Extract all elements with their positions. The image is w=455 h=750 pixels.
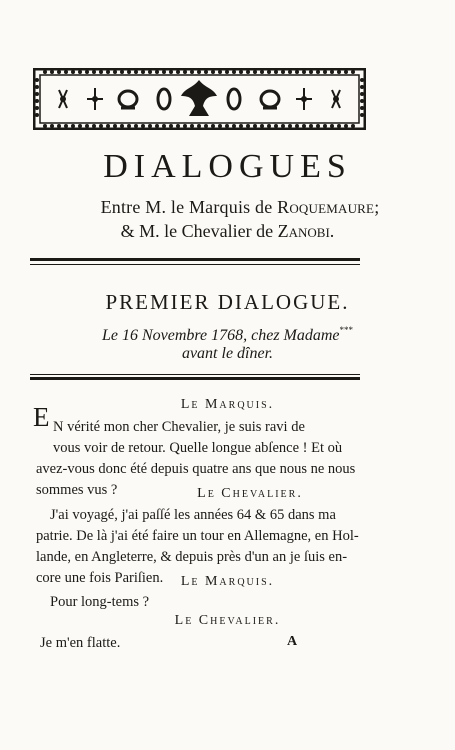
ornament-bead bbox=[127, 70, 131, 74]
ornament-bead bbox=[360, 85, 364, 89]
text-line: Je m'en flatte. bbox=[40, 635, 121, 651]
ornament-bead bbox=[309, 124, 313, 128]
date-line-2: avant le dîner. bbox=[181, 345, 274, 362]
ornament-bead bbox=[35, 113, 39, 117]
text-line: avez-vous donc été depuis quatre ans que nous ne nous bbox=[36, 461, 356, 477]
text-line: Pour long-tems ? bbox=[50, 594, 150, 610]
ornament-bead bbox=[99, 70, 103, 74]
ornament-bead bbox=[204, 124, 208, 128]
date-asterisks: *** bbox=[339, 325, 354, 335]
dialogue-heading: PREMIER DIALOGUE. bbox=[105, 290, 350, 314]
ornament-bead bbox=[162, 70, 166, 74]
ornament-bead bbox=[225, 70, 229, 74]
ornament-bead bbox=[155, 70, 159, 74]
ornament-bead bbox=[57, 70, 61, 74]
ornament-bead bbox=[92, 70, 96, 74]
ornament-bead bbox=[239, 70, 243, 74]
ornament-bead bbox=[43, 70, 47, 74]
date-line-1 bbox=[0, 325, 455, 345]
ornament-bead bbox=[64, 70, 68, 74]
ornament-bead bbox=[43, 124, 47, 128]
text-line: lande, en Angleterre, & depuis près d'un an je ſuis en- bbox=[36, 549, 348, 565]
ornament-bead bbox=[260, 70, 264, 74]
ornament-bead bbox=[253, 70, 257, 74]
ornament-bead bbox=[267, 124, 271, 128]
ornament-bead bbox=[288, 70, 292, 74]
ornament-bead bbox=[239, 124, 243, 128]
ornament-bead bbox=[260, 124, 264, 128]
ornament-bead bbox=[50, 124, 54, 128]
ornament-bead bbox=[141, 124, 145, 128]
date-text: Le 16 Novembre 1768, chez Madame bbox=[101, 327, 340, 344]
ornament-bead bbox=[190, 124, 194, 128]
ornament-bead bbox=[302, 124, 306, 128]
ornament-bead bbox=[113, 70, 117, 74]
ornament-bead bbox=[190, 70, 194, 74]
ornament-bead bbox=[85, 70, 89, 74]
text-line: patrie. De là j'ai été faire un tour en Allemagne, en Hol- bbox=[36, 528, 359, 544]
ornament-bead bbox=[330, 70, 334, 74]
ornament-bead bbox=[148, 124, 152, 128]
ornament-bead bbox=[295, 70, 299, 74]
ornament-bead bbox=[106, 124, 110, 128]
ornament-bead bbox=[267, 70, 271, 74]
speaker-marquis: Le Marquis. bbox=[180, 574, 275, 589]
ornament-bead bbox=[295, 124, 299, 128]
ornament-bead bbox=[204, 70, 208, 74]
ornament-bead bbox=[71, 124, 75, 128]
ornament-bead bbox=[246, 70, 250, 74]
ornament-bead bbox=[309, 70, 313, 74]
ornament-bead bbox=[106, 70, 110, 74]
ornament-bead bbox=[323, 124, 327, 128]
ornament-bead bbox=[162, 124, 166, 128]
ornament-bead bbox=[337, 124, 341, 128]
ornament-bead bbox=[197, 124, 201, 128]
subtitle-line-1 bbox=[50, 197, 430, 218]
text-line: N vérité mon cher Chevalier, je suis ravi de bbox=[53, 419, 305, 435]
speaker-marquis: Le Marquis. bbox=[180, 397, 275, 412]
ornament-bead bbox=[211, 70, 215, 74]
subtitle-text: Entre M. le Marquis de bbox=[100, 197, 278, 217]
ornament-bead bbox=[176, 70, 180, 74]
ornament-bead bbox=[183, 124, 187, 128]
ornament-bead bbox=[71, 70, 75, 74]
subtitle-line-2 bbox=[0, 221, 455, 242]
signature-mark: A bbox=[287, 634, 298, 649]
ornament-bead bbox=[176, 124, 180, 128]
ornament-bead bbox=[35, 92, 39, 96]
ornament-bead bbox=[113, 124, 117, 128]
ornament-bead bbox=[127, 124, 131, 128]
divider-thick-top bbox=[30, 258, 360, 261]
ornament-bead bbox=[316, 70, 320, 74]
ornament-bead bbox=[360, 106, 364, 110]
ornament-bead bbox=[35, 85, 39, 89]
ornament-bead bbox=[274, 70, 278, 74]
divider-thick-bottom bbox=[30, 377, 360, 380]
ornament-bead bbox=[183, 70, 187, 74]
text-line: core une fois Pariſien. bbox=[36, 570, 164, 586]
ornament-bead bbox=[360, 113, 364, 117]
ornament-bead bbox=[281, 70, 285, 74]
ornament-bead bbox=[330, 124, 334, 128]
ornament-bead bbox=[360, 92, 364, 96]
text-line: vous voir de retour. Quelle longue abſence ! Et où bbox=[53, 440, 343, 456]
ornament-bead bbox=[197, 70, 201, 74]
ornament-bead bbox=[134, 124, 138, 128]
ornament-bead bbox=[344, 70, 348, 74]
ornament-bead bbox=[281, 124, 285, 128]
ornament-bead bbox=[274, 124, 278, 128]
ornament-bead bbox=[225, 124, 229, 128]
chevalier-name: Zanobi. bbox=[277, 221, 335, 241]
ornament-bead bbox=[211, 124, 215, 128]
drop-cap: E bbox=[33, 402, 50, 432]
ornament-headpiece bbox=[33, 68, 366, 130]
ornament-bead bbox=[246, 124, 250, 128]
ornament-bead bbox=[35, 106, 39, 110]
ornament-bead bbox=[302, 70, 306, 74]
divider-thin-bottom bbox=[30, 374, 360, 375]
ornament-bead bbox=[64, 124, 68, 128]
ornament-bead bbox=[218, 70, 222, 74]
ornament-bead bbox=[253, 124, 257, 128]
ornament-bead bbox=[50, 70, 54, 74]
ornament-bead bbox=[360, 78, 364, 82]
ornament-bead bbox=[344, 124, 348, 128]
ornament-bead bbox=[218, 124, 222, 128]
subtitle-punct: ; bbox=[374, 197, 380, 217]
ornament-bead bbox=[35, 99, 39, 103]
ornament-bead bbox=[323, 70, 327, 74]
speaker-chevalier: Le Chevalier. bbox=[174, 613, 281, 628]
ornament-bead bbox=[57, 124, 61, 128]
ornament-bead bbox=[316, 124, 320, 128]
ornament-bead bbox=[360, 99, 364, 103]
ornament-bead bbox=[134, 70, 138, 74]
divider-thin-top bbox=[30, 264, 360, 265]
ornament-bead bbox=[120, 124, 124, 128]
ornament-bead bbox=[78, 124, 82, 128]
ornament-bead bbox=[351, 124, 355, 128]
text-line: sommes vus ? bbox=[36, 482, 118, 498]
ornament-bead bbox=[78, 70, 82, 74]
text-line: J'ai voyagé, j'ai paſſé les années 64 & 65 dans ma bbox=[50, 507, 336, 523]
ornament-bead bbox=[141, 70, 145, 74]
ornament-bead bbox=[35, 78, 39, 82]
ornament-bead bbox=[351, 70, 355, 74]
ornament-bead bbox=[232, 124, 236, 128]
ornament-bead bbox=[155, 124, 159, 128]
ornament-bead bbox=[169, 124, 173, 128]
ornament-bead bbox=[120, 70, 124, 74]
ornament-bead bbox=[232, 70, 236, 74]
ornament-bead bbox=[92, 124, 96, 128]
ornament-bead bbox=[148, 70, 152, 74]
subtitle-text-2: & M. le Chevalier de bbox=[120, 221, 278, 241]
ornament-bead bbox=[85, 124, 89, 128]
ornament-bead bbox=[337, 70, 341, 74]
ornament-bead bbox=[169, 70, 173, 74]
speaker-chevalier: Le Chevalier. bbox=[197, 486, 303, 501]
book-title: DIALOGUES bbox=[103, 148, 352, 185]
marquis-name: Roquemaure bbox=[277, 197, 375, 217]
ornament-bead bbox=[99, 124, 103, 128]
ornament-bead bbox=[288, 124, 292, 128]
